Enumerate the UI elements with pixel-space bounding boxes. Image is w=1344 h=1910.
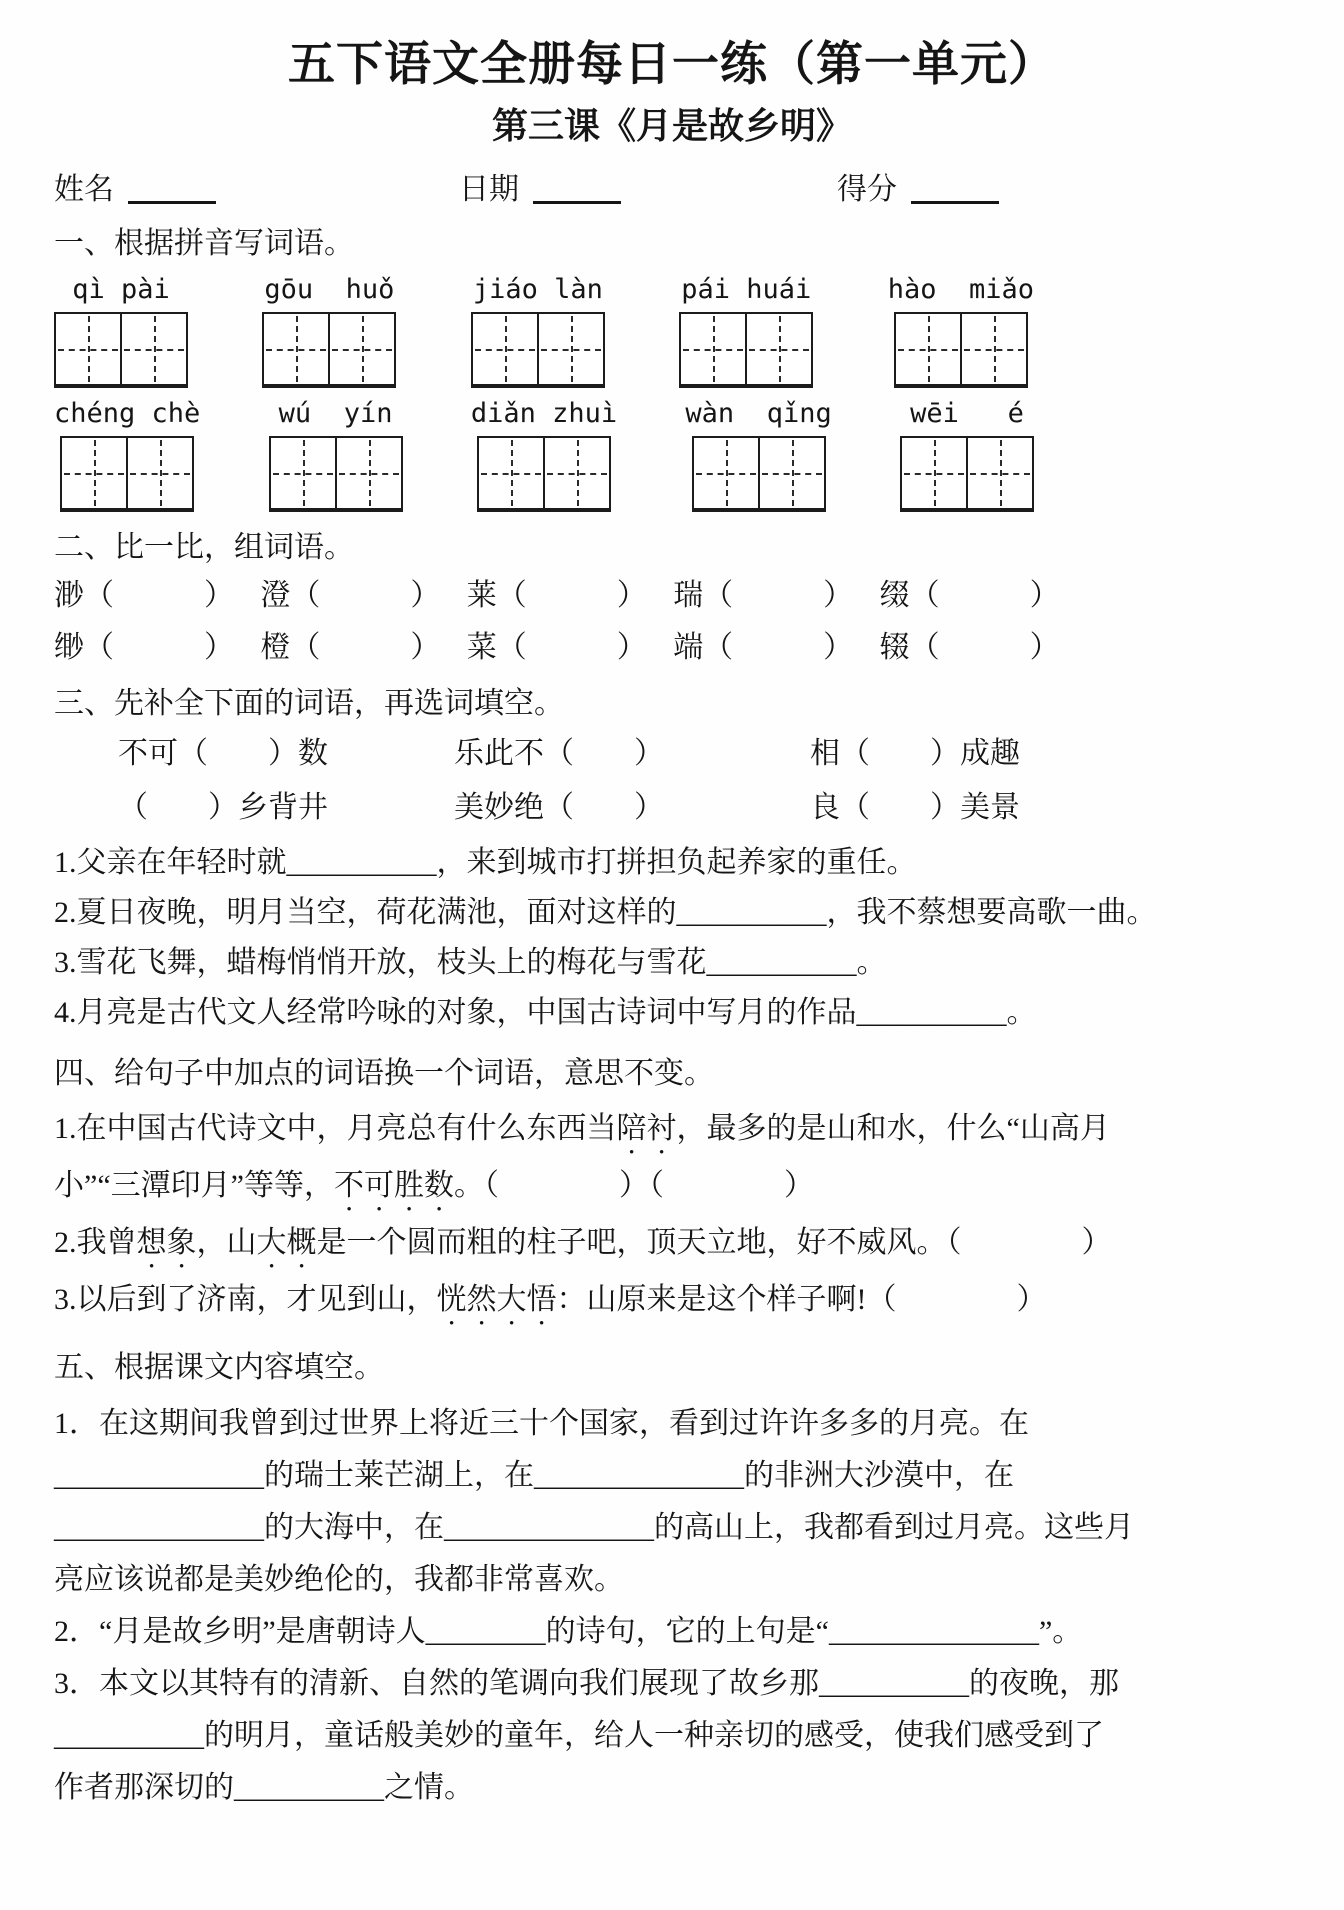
text-run: 1.在中国古代诗文中，月亮总有什么东西当 — [54, 1112, 617, 1145]
word-pair-item: 缀（ ） — [879, 579, 1060, 612]
phrase-item: 不可（ ）数 — [118, 737, 328, 770]
pinyin-box-column — [269, 398, 403, 512]
word-pair-item: 菜（ ） — [466, 631, 647, 664]
text-run: 3.以后到了济南，才见到山， — [54, 1283, 437, 1316]
name-blank-line — [128, 195, 216, 204]
pinyin-box-column — [888, 274, 1034, 388]
cell-dashed-horizontal — [964, 349, 1024, 351]
date-label: 日期 — [459, 173, 519, 206]
cell-dashed-horizontal — [339, 473, 399, 475]
text-run: 2.我曾 — [54, 1226, 137, 1259]
passage-line: __________的明月，童话般美妙的童年，给人一种亲切的感受，使我们感受到了 — [54, 1719, 1104, 1752]
dotted-word: 恍然大悟 — [436, 1283, 557, 1316]
cell-dashed-horizontal — [898, 349, 958, 351]
pinyin-label: gōu huǒ — [264, 274, 395, 305]
writing-grid — [900, 436, 1034, 512]
writing-cell — [473, 314, 537, 384]
section5-lines — [54, 1398, 1290, 1814]
phrase-item: 美妙绝（ ） — [454, 791, 664, 824]
word-pair-item: 缈（ ） — [54, 631, 234, 664]
writing-grid — [262, 312, 396, 388]
phrase-item: 良（ ）美景 — [810, 791, 1020, 824]
pinyin-box-column — [685, 398, 831, 512]
pinyin-label: diǎn zhuì — [470, 398, 618, 429]
replace-word-sentence — [54, 1218, 1290, 1275]
pinyin-box-column — [471, 398, 617, 512]
section4-heading: 四、给句子中加点的词语换一个词语，意思不变。 — [54, 1057, 714, 1090]
writing-cell — [966, 438, 1032, 508]
cell-dashed-horizontal — [266, 349, 326, 351]
dotted-word: 陪衬 — [616, 1112, 677, 1145]
writing-cell — [896, 314, 960, 384]
passage-line: ______________的瑞士莱芒湖上，在______________的非洲大沙漠中，在 — [54, 1459, 1014, 1492]
word-pair-item: 橙（ ） — [260, 631, 441, 664]
writing-grid — [471, 312, 605, 388]
pinyin-box-column — [54, 274, 188, 388]
phrase-item: 相（ ）成趣 — [810, 737, 1020, 770]
writing-cell — [62, 438, 126, 508]
cell-dashed-horizontal — [481, 473, 541, 475]
writing-grid — [60, 436, 194, 512]
writing-cell — [126, 438, 192, 508]
writing-grid — [269, 436, 403, 512]
pinyin-box-row — [54, 274, 1034, 388]
writing-cell — [537, 314, 603, 384]
writing-cell — [758, 438, 824, 508]
phrase-item: （ ）乡背井 — [118, 791, 328, 824]
replace-word-sentence — [54, 1275, 1290, 1332]
dotted-word: 想象 — [136, 1226, 197, 1259]
pinyin-box-column — [679, 274, 813, 388]
cell-dashed-horizontal — [58, 349, 118, 351]
pinyin-label: qì pài — [72, 274, 170, 305]
passage-line: 作者那深切的__________之情。 — [54, 1771, 474, 1804]
writing-grid — [477, 436, 611, 512]
fill-blank-sentence: 3.雪花飞舞，蜡梅悄悄开放，枝头上的梅花与雪花__________。 — [54, 946, 887, 979]
pinyin-label: wēi é — [910, 398, 1024, 429]
dotted-word: 不可胜数 — [333, 1169, 454, 1202]
section3-heading: 三、先补全下面的词语，再选词填空。 — [54, 687, 564, 720]
passage-line: ______________的大海中，在______________的高山上，我都看到过月亮。这些月 — [54, 1511, 1134, 1544]
text-run: 是一个圆而粗的柱子吧，顶天立地，好不威风。（ ） — [316, 1226, 1112, 1259]
writing-cell — [902, 438, 966, 508]
writing-cell — [960, 314, 1026, 384]
section4-sentences — [54, 1104, 1290, 1332]
cell-dashed-horizontal — [475, 349, 535, 351]
word-pair-item: 端（ ） — [673, 631, 854, 664]
pinyin-box-column — [900, 398, 1034, 512]
pinyin-label: chéng chè — [54, 398, 201, 429]
cell-dashed-horizontal — [64, 473, 124, 475]
writing-grid — [54, 312, 188, 388]
cell-dashed-horizontal — [970, 473, 1030, 475]
writing-cell — [745, 314, 811, 384]
cell-dashed-horizontal — [124, 349, 184, 351]
pinyin-box-column — [54, 398, 200, 512]
phrase-grid — [118, 734, 1290, 828]
writing-cell — [271, 438, 335, 508]
cell-dashed-horizontal — [130, 473, 190, 475]
writing-cell — [120, 314, 186, 384]
page-title: 五下语文全册每日一练（第一单元） — [288, 37, 1056, 90]
pinyin-box-column — [262, 274, 396, 388]
word-pair-item: 渺（ ） — [54, 579, 234, 612]
word-pair-item: 瑞（ ） — [673, 579, 854, 612]
section5-heading: 五、根据课文内容填空。 — [54, 1351, 384, 1384]
replace-word-sentence — [54, 1104, 1290, 1161]
writing-grid — [692, 436, 826, 512]
word-pair-item: 澄（ ） — [260, 579, 441, 612]
cell-dashed-horizontal — [332, 349, 392, 351]
pinyin-label: hào miǎo — [887, 274, 1034, 305]
cell-dashed-horizontal — [762, 473, 822, 475]
pinyin-box-column — [471, 274, 605, 388]
passage-line: 2．“月是故乡明”是唐朝诗人________的诗句，它的上句是“______________”。 — [54, 1615, 1083, 1648]
writing-cell — [264, 314, 328, 384]
writing-cell — [56, 314, 120, 384]
text-run: ：山原来是这个样子啊!（ ） — [556, 1283, 1047, 1316]
cell-dashed-horizontal — [904, 473, 964, 475]
pinyin-label: wàn qǐng — [685, 398, 832, 429]
section1-heading: 一、根据拼音写词语。 — [54, 227, 354, 260]
cell-dashed-horizontal — [273, 473, 333, 475]
compare-rows — [54, 576, 1086, 668]
cell-dashed-horizontal — [749, 349, 809, 351]
cell-dashed-horizontal — [696, 473, 756, 475]
cell-dashed-horizontal — [683, 349, 743, 351]
fill-blank-sentence: 1.父亲在年轻时就__________，来到城市打拼担负起养家的重任。 — [54, 846, 917, 879]
phrase-item: 乐此不（ ） — [454, 737, 664, 770]
dotted-word: 大概 — [256, 1226, 317, 1259]
section2-heading: 二、比一比，组词语。 — [54, 531, 354, 564]
date-blank-line — [533, 195, 621, 204]
passage-line: 亮应该说都是美妙绝伦的，我都非常喜欢。 — [54, 1563, 624, 1596]
section3-sentences — [54, 838, 1290, 1038]
fill-blank-sentence: 2.夏日夜晚，明月当空，荷花满池，面对这样的__________，我不蔡想要高歌一曲。 — [54, 896, 1157, 929]
pinyin-grid-rows — [54, 274, 1034, 512]
score-field — [837, 172, 999, 208]
pinyin-label: wú yín — [278, 398, 393, 429]
score-label: 得分 — [837, 173, 897, 206]
page-subtitle: 第三课《月是故乡明》 — [491, 105, 852, 146]
text-run: ，最多的是山和水，什么“山高月 — [676, 1112, 1110, 1145]
writing-cell — [479, 438, 543, 508]
name-label: 姓名 — [54, 173, 114, 206]
score-blank-line — [911, 195, 999, 204]
text-run: 小”“三潭印月”等等， — [54, 1169, 334, 1202]
text-run: ，山 — [196, 1226, 257, 1259]
pinyin-box-row — [54, 398, 1034, 512]
text-run: 。（ ）（ ） — [453, 1169, 814, 1202]
writing-cell — [543, 438, 609, 508]
header-fields-row — [54, 172, 1290, 208]
date-field — [459, 172, 837, 208]
cell-dashed-horizontal — [547, 473, 607, 475]
replace-word-sentence — [54, 1161, 1290, 1218]
writing-grid — [679, 312, 813, 388]
writing-cell — [335, 438, 401, 508]
word-pair-item: 莱（ ） — [466, 579, 647, 612]
writing-cell — [694, 438, 758, 508]
writing-grid — [894, 312, 1028, 388]
pinyin-label: jiáo làn — [472, 274, 603, 305]
passage-line: 3．本文以其特有的清新、自然的笔调向我们展现了故乡那__________的夜晚，那 — [54, 1667, 1119, 1700]
name-field — [54, 172, 459, 208]
pinyin-label: pái huái — [681, 274, 812, 305]
word-pair-item: 辍（ ） — [879, 631, 1060, 664]
writing-cell — [328, 314, 394, 384]
writing-cell — [681, 314, 745, 384]
cell-dashed-horizontal — [541, 349, 601, 351]
fill-blank-sentence: 4.月亮是古代文人经常吟咏的对象，中国古诗词中写月的作品__________。 — [54, 996, 1037, 1029]
passage-line: 1．在这期间我曾到过世界上将近三十个国家，看到过许许多多的月亮。在 — [54, 1407, 1029, 1440]
